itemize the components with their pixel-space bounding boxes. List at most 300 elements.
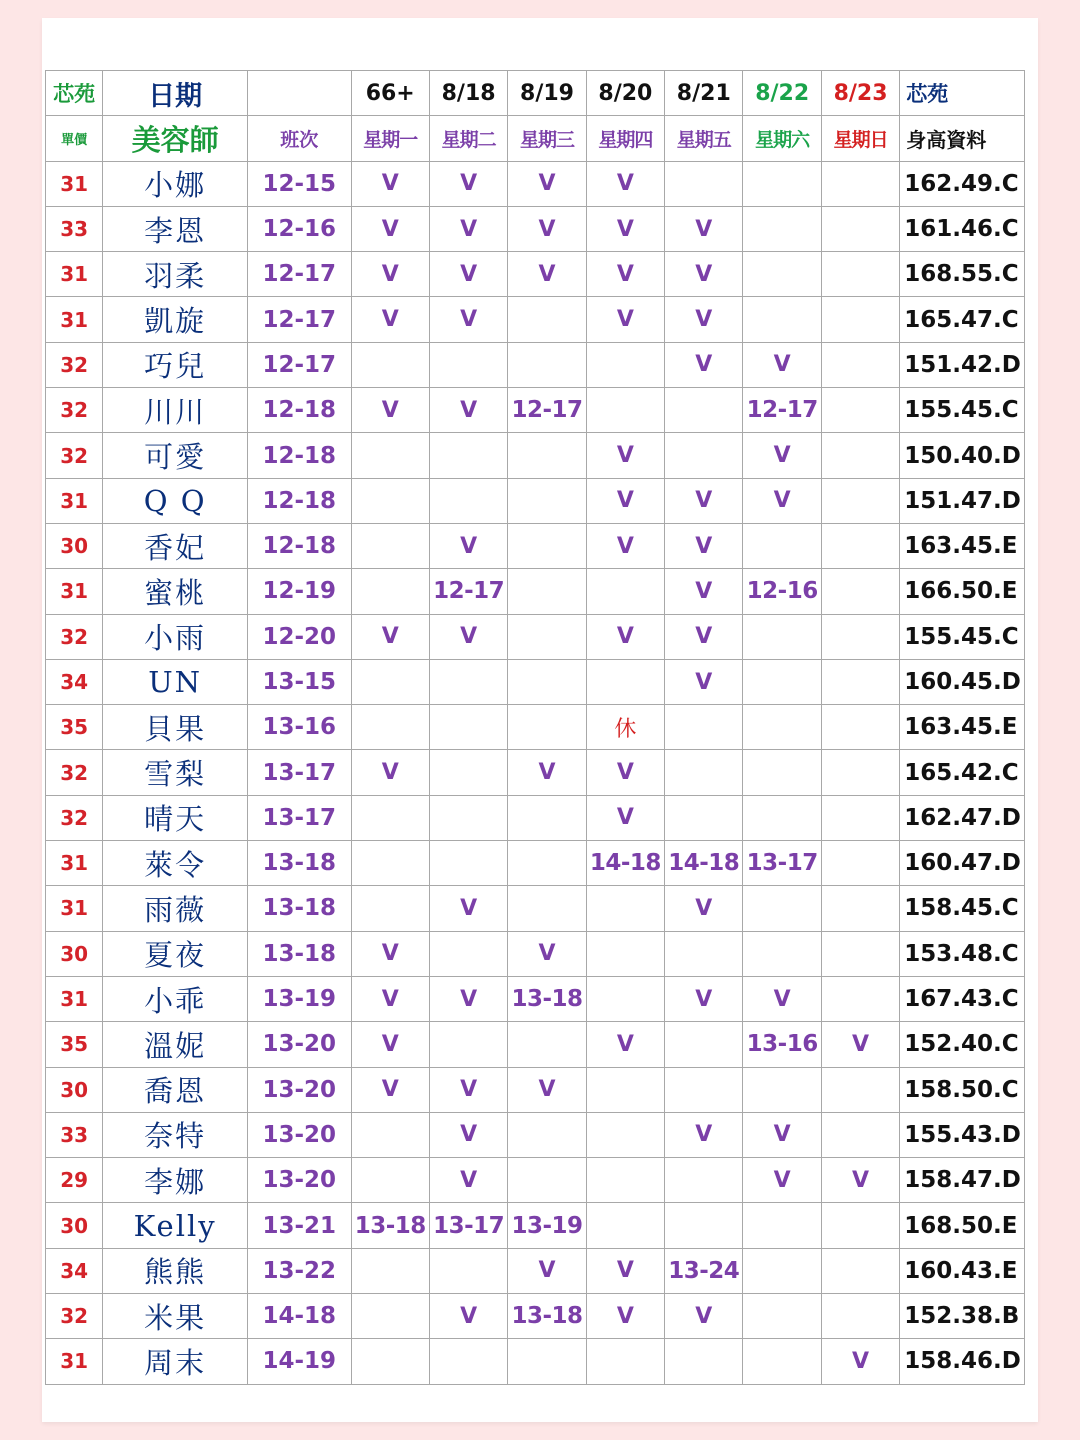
table-row <box>46 206 1025 251</box>
day-mark: V <box>821 1339 899 1384</box>
day-mark: 13-18 <box>351 1203 429 1248</box>
staff-name: Q Q <box>103 478 248 523</box>
day-mark <box>743 1339 821 1384</box>
height-info: 155.45.C <box>900 388 1025 433</box>
table-row <box>46 433 1025 478</box>
day-mark <box>586 931 664 976</box>
day-mark <box>586 1112 664 1157</box>
height-info: 152.40.C <box>900 1022 1025 1067</box>
day-mark: V <box>665 1294 743 1339</box>
shift-time: 13-20 <box>248 1112 352 1157</box>
staff-name: 萊令 <box>103 841 248 886</box>
height-info: 158.50.C <box>900 1067 1025 1112</box>
shift-time: 12-17 <box>248 297 352 342</box>
staff-name: 喬恩 <box>103 1067 248 1112</box>
unit-price: 31 <box>46 478 103 523</box>
day-mark <box>351 1248 429 1293</box>
date-header: 8/20 <box>586 71 664 116</box>
day-mark: V <box>586 478 664 523</box>
day-mark <box>665 1158 743 1203</box>
day-mark <box>743 161 821 206</box>
day-mark: V <box>351 206 429 251</box>
table-row <box>46 976 1025 1021</box>
table-row <box>46 705 1025 750</box>
unit-price: 32 <box>46 614 103 659</box>
height-info: 150.40.D <box>900 433 1025 478</box>
unit-price: 32 <box>46 388 103 433</box>
day-mark <box>821 1294 899 1339</box>
day-mark: V <box>508 931 586 976</box>
day-mark <box>743 297 821 342</box>
height-info: 165.47.C <box>900 297 1025 342</box>
day-mark: V <box>586 1294 664 1339</box>
day-mark: 14-18 <box>586 841 664 886</box>
day-mark: V <box>665 478 743 523</box>
staff-name: 小乖 <box>103 976 248 1021</box>
day-mark <box>821 659 899 704</box>
day-mark: V <box>429 206 507 251</box>
day-mark <box>429 750 507 795</box>
day-mark <box>821 976 899 1021</box>
day-mark <box>508 886 586 931</box>
shift-time: 13-18 <box>248 931 352 976</box>
day-mark: V <box>665 1112 743 1157</box>
day-mark: V <box>586 252 664 297</box>
height-info: 168.55.C <box>900 252 1025 297</box>
day-mark <box>586 886 664 931</box>
day-mark: V <box>351 252 429 297</box>
day-mark <box>821 569 899 614</box>
day-mark <box>665 931 743 976</box>
day-mark <box>743 659 821 704</box>
day-mark: V <box>665 569 743 614</box>
table-row <box>46 1248 1025 1293</box>
day-mark: V <box>351 614 429 659</box>
day-mark: V <box>586 161 664 206</box>
day-mark <box>821 523 899 568</box>
table-row <box>46 523 1025 568</box>
day-mark <box>586 659 664 704</box>
day-mark <box>586 1203 664 1248</box>
day-mark <box>508 841 586 886</box>
day-mark <box>665 1022 743 1067</box>
day-mark <box>351 433 429 478</box>
date-header-saturday: 8/22 <box>743 71 821 116</box>
day-mark <box>508 342 586 387</box>
day-mark <box>821 931 899 976</box>
staff-name: 雪梨 <box>103 750 248 795</box>
day-mark <box>508 1022 586 1067</box>
shift-time: 12-17 <box>248 252 352 297</box>
table-row <box>46 614 1025 659</box>
day-mark: 13-18 <box>508 976 586 1021</box>
day-mark: V <box>586 1248 664 1293</box>
unit-price: 33 <box>46 206 103 251</box>
day-mark: V <box>429 523 507 568</box>
unit-price: 32 <box>46 750 103 795</box>
table-row <box>46 1067 1025 1112</box>
day-mark <box>508 795 586 840</box>
unit-price: 32 <box>46 1294 103 1339</box>
day-mark: V <box>429 1067 507 1112</box>
day-mark <box>429 1248 507 1293</box>
table-row <box>46 1022 1025 1067</box>
table-row <box>46 1158 1025 1203</box>
day-mark <box>429 342 507 387</box>
day-mark: V <box>508 206 586 251</box>
day-mark <box>508 1339 586 1384</box>
day-mark <box>351 1158 429 1203</box>
height-info: 163.45.E <box>900 705 1025 750</box>
day-mark: V <box>665 252 743 297</box>
day-mark: V <box>743 478 821 523</box>
day-mark: V <box>743 1158 821 1203</box>
day-mark <box>821 161 899 206</box>
day-mark <box>351 478 429 523</box>
staff-name: 李娜 <box>103 1158 248 1203</box>
table-row <box>46 886 1025 931</box>
unit-price: 30 <box>46 931 103 976</box>
table-row <box>46 297 1025 342</box>
shift-time: 14-19 <box>248 1339 352 1384</box>
day-mark: 13-17 <box>743 841 821 886</box>
day-mark <box>351 705 429 750</box>
staff-name: 貝果 <box>103 705 248 750</box>
table-row <box>46 931 1025 976</box>
height-info: 153.48.C <box>900 931 1025 976</box>
day-mark <box>821 1203 899 1248</box>
day-mark: V <box>508 750 586 795</box>
height-info: 162.49.C <box>900 161 1025 206</box>
header-row-dates <box>46 71 1025 116</box>
day-mark <box>743 886 821 931</box>
day-mark <box>821 206 899 251</box>
day-mark: V <box>586 750 664 795</box>
staff-name: 周末 <box>103 1339 248 1384</box>
table-row <box>46 1112 1025 1157</box>
weekday-header: 星期一 <box>351 116 429 161</box>
staff-name: Kelly <box>103 1203 248 1248</box>
weekday-header: 星期二 <box>429 116 507 161</box>
day-mark: 12-17 <box>508 388 586 433</box>
shift-time: 13-18 <box>248 841 352 886</box>
day-mark <box>508 1112 586 1157</box>
table-row <box>46 1203 1025 1248</box>
staff-name: 晴天 <box>103 795 248 840</box>
day-mark <box>665 1203 743 1248</box>
table-row <box>46 388 1025 433</box>
shift-time: 13-21 <box>248 1203 352 1248</box>
table-row <box>46 342 1025 387</box>
staff-name: 小娜 <box>103 161 248 206</box>
day-mark <box>665 433 743 478</box>
day-mark <box>429 795 507 840</box>
day-mark <box>429 433 507 478</box>
staff-name: 奈特 <box>103 1112 248 1157</box>
day-mark <box>743 523 821 568</box>
shift-time: 12-18 <box>248 523 352 568</box>
day-mark <box>665 1067 743 1112</box>
day-mark <box>508 297 586 342</box>
weekday-header-saturday: 星期六 <box>743 116 821 161</box>
day-mark <box>665 1339 743 1384</box>
table-row <box>46 841 1025 886</box>
shift-time: 13-18 <box>248 886 352 931</box>
day-mark: V <box>821 1022 899 1067</box>
shift-time: 12-15 <box>248 161 352 206</box>
staff-name: 溫妮 <box>103 1022 248 1067</box>
table-row <box>46 659 1025 704</box>
unit-price: 31 <box>46 1339 103 1384</box>
day-mark <box>508 523 586 568</box>
day-mark: V <box>508 1067 586 1112</box>
day-mark: V <box>821 1158 899 1203</box>
height-info: 165.42.C <box>900 750 1025 795</box>
day-mark: 12-17 <box>743 388 821 433</box>
day-mark <box>821 1248 899 1293</box>
day-mark: V <box>351 388 429 433</box>
day-mark <box>508 1158 586 1203</box>
shift-time: 14-18 <box>248 1294 352 1339</box>
day-mark: V <box>743 1112 821 1157</box>
day-mark <box>429 931 507 976</box>
day-mark <box>429 841 507 886</box>
day-mark: 12-17 <box>429 569 507 614</box>
height-info: 158.46.D <box>900 1339 1025 1384</box>
height-info: 167.43.C <box>900 976 1025 1021</box>
day-mark: V <box>665 886 743 931</box>
day-mark <box>351 886 429 931</box>
unit-price: 31 <box>46 297 103 342</box>
unit-price: 31 <box>46 569 103 614</box>
shift-time: 12-20 <box>248 614 352 659</box>
height-info: 151.42.D <box>900 342 1025 387</box>
day-mark: V <box>665 659 743 704</box>
day-mark: V <box>429 161 507 206</box>
table-row <box>46 478 1025 523</box>
height-info: 155.45.C <box>900 614 1025 659</box>
height-label: 身高資料 <box>900 116 1025 161</box>
staff-name: 巧兒 <box>103 342 248 387</box>
shift-time: 12-16 <box>248 206 352 251</box>
day-mark: V <box>586 614 664 659</box>
day-mark: V <box>586 1022 664 1067</box>
date-header: 8/19 <box>508 71 586 116</box>
staff-name: 雨薇 <box>103 886 248 931</box>
day-mark <box>429 478 507 523</box>
day-mark <box>351 1112 429 1157</box>
staff-name: 李恩 <box>103 206 248 251</box>
day-mark <box>743 252 821 297</box>
day-mark <box>821 1067 899 1112</box>
day-mark: V <box>351 750 429 795</box>
staff-schedule-table <box>45 70 1025 1385</box>
day-mark <box>743 1203 821 1248</box>
unit-price: 33 <box>46 1112 103 1157</box>
day-mark: V <box>429 388 507 433</box>
day-mark <box>821 705 899 750</box>
unit-price: 34 <box>46 659 103 704</box>
day-mark: V <box>665 206 743 251</box>
day-mark: V <box>508 1248 586 1293</box>
day-mark <box>351 659 429 704</box>
table-row <box>46 750 1025 795</box>
day-mark <box>351 342 429 387</box>
shift-time: 13-22 <box>248 1248 352 1293</box>
weekday-header: 星期五 <box>665 116 743 161</box>
day-mark <box>821 886 899 931</box>
staff-name: 可愛 <box>103 433 248 478</box>
height-info: 161.46.C <box>900 206 1025 251</box>
day-mark: V <box>429 297 507 342</box>
staff-name: 熊熊 <box>103 1248 248 1293</box>
day-mark <box>351 841 429 886</box>
date-header-sunday: 8/23 <box>821 71 899 116</box>
shift-time: 12-18 <box>248 478 352 523</box>
day-mark: V <box>665 614 743 659</box>
header-row-weekdays <box>46 116 1025 161</box>
day-mark <box>586 976 664 1021</box>
table-row <box>46 161 1025 206</box>
day-mark <box>665 750 743 795</box>
day-mark: V <box>665 342 743 387</box>
unit-price: 29 <box>46 1158 103 1203</box>
day-mark: V <box>429 1158 507 1203</box>
day-mark: 13-19 <box>508 1203 586 1248</box>
unit-price: 32 <box>46 342 103 387</box>
day-mark <box>821 388 899 433</box>
day-mark: V <box>429 1294 507 1339</box>
staff-name: UN <box>103 659 248 704</box>
height-info: 168.50.E <box>900 1203 1025 1248</box>
day-mark <box>743 705 821 750</box>
weekday-header: 星期三 <box>508 116 586 161</box>
day-mark: V <box>351 931 429 976</box>
day-mark: V <box>351 161 429 206</box>
shift-time: 13-17 <box>248 750 352 795</box>
day-mark <box>586 1067 664 1112</box>
day-mark: V <box>429 252 507 297</box>
day-mark <box>429 1339 507 1384</box>
day-mark: 13-17 <box>429 1203 507 1248</box>
day-mark <box>586 1158 664 1203</box>
day-mark <box>586 569 664 614</box>
day-mark: V <box>743 342 821 387</box>
shift-time: 12-18 <box>248 388 352 433</box>
day-mark <box>821 252 899 297</box>
day-mark <box>508 478 586 523</box>
table-row <box>46 795 1025 840</box>
height-info: 160.47.D <box>900 841 1025 886</box>
day-mark <box>743 795 821 840</box>
day-mark: V <box>351 297 429 342</box>
height-info: 152.38.B <box>900 1294 1025 1339</box>
staff-name: 米果 <box>103 1294 248 1339</box>
day-mark: V <box>508 252 586 297</box>
date-header: 66+ <box>351 71 429 116</box>
height-info: 158.45.C <box>900 886 1025 931</box>
day-mark <box>586 388 664 433</box>
staff-name: 凱旋 <box>103 297 248 342</box>
day-mark <box>743 931 821 976</box>
day-mark <box>586 1339 664 1384</box>
day-mark <box>508 433 586 478</box>
shift-time: 13-20 <box>248 1022 352 1067</box>
unit-price: 30 <box>46 1067 103 1112</box>
staff-name: 川川 <box>103 388 248 433</box>
shift-time: 13-19 <box>248 976 352 1021</box>
day-mark: V <box>586 297 664 342</box>
brand-label-right: 芯苑 <box>900 71 1025 116</box>
day-mark: V <box>743 976 821 1021</box>
day-mark: V <box>508 161 586 206</box>
day-mark <box>586 342 664 387</box>
day-mark <box>821 795 899 840</box>
day-mark: V <box>743 433 821 478</box>
day-mark <box>508 614 586 659</box>
table-row <box>46 1294 1025 1339</box>
day-mark <box>743 750 821 795</box>
day-mark <box>821 478 899 523</box>
table-row <box>46 1339 1025 1384</box>
shift-time: 13-16 <box>248 705 352 750</box>
day-mark: V <box>665 297 743 342</box>
unit-price: 30 <box>46 523 103 568</box>
day-mark: V <box>665 523 743 568</box>
day-mark <box>351 1339 429 1384</box>
date-label: 日期 <box>103 71 248 116</box>
height-info: 158.47.D <box>900 1158 1025 1203</box>
day-mark <box>743 614 821 659</box>
date-header: 8/21 <box>665 71 743 116</box>
day-mark: V <box>351 1067 429 1112</box>
shift-time: 13-17 <box>248 795 352 840</box>
shift-label: 班次 <box>248 116 352 161</box>
day-mark: V <box>586 433 664 478</box>
day-mark: 13-16 <box>743 1022 821 1067</box>
staff-name: 蜜桃 <box>103 569 248 614</box>
day-mark <box>429 705 507 750</box>
day-mark: 休 <box>586 705 664 750</box>
height-info: 155.43.D <box>900 1112 1025 1157</box>
schedule-sheet <box>42 18 1038 1422</box>
day-mark: 12-16 <box>743 569 821 614</box>
day-mark <box>743 1067 821 1112</box>
day-mark <box>821 1112 899 1157</box>
day-mark: V <box>429 976 507 1021</box>
day-mark <box>508 705 586 750</box>
staff-label: 美容師 <box>103 116 248 161</box>
day-mark: V <box>586 523 664 568</box>
day-mark <box>665 161 743 206</box>
unit-price: 31 <box>46 841 103 886</box>
unit-price: 31 <box>46 161 103 206</box>
unit-price: 35 <box>46 705 103 750</box>
day-mark <box>821 342 899 387</box>
date-header: 8/18 <box>429 71 507 116</box>
day-mark <box>821 433 899 478</box>
height-info: 160.43.E <box>900 1248 1025 1293</box>
weekday-header: 星期四 <box>586 116 664 161</box>
day-mark <box>665 705 743 750</box>
day-mark: 13-18 <box>508 1294 586 1339</box>
day-mark: V <box>351 1022 429 1067</box>
day-mark <box>508 569 586 614</box>
unit-price: 31 <box>46 886 103 931</box>
shift-time: 13-15 <box>248 659 352 704</box>
day-mark: V <box>665 976 743 1021</box>
unit-price: 32 <box>46 795 103 840</box>
